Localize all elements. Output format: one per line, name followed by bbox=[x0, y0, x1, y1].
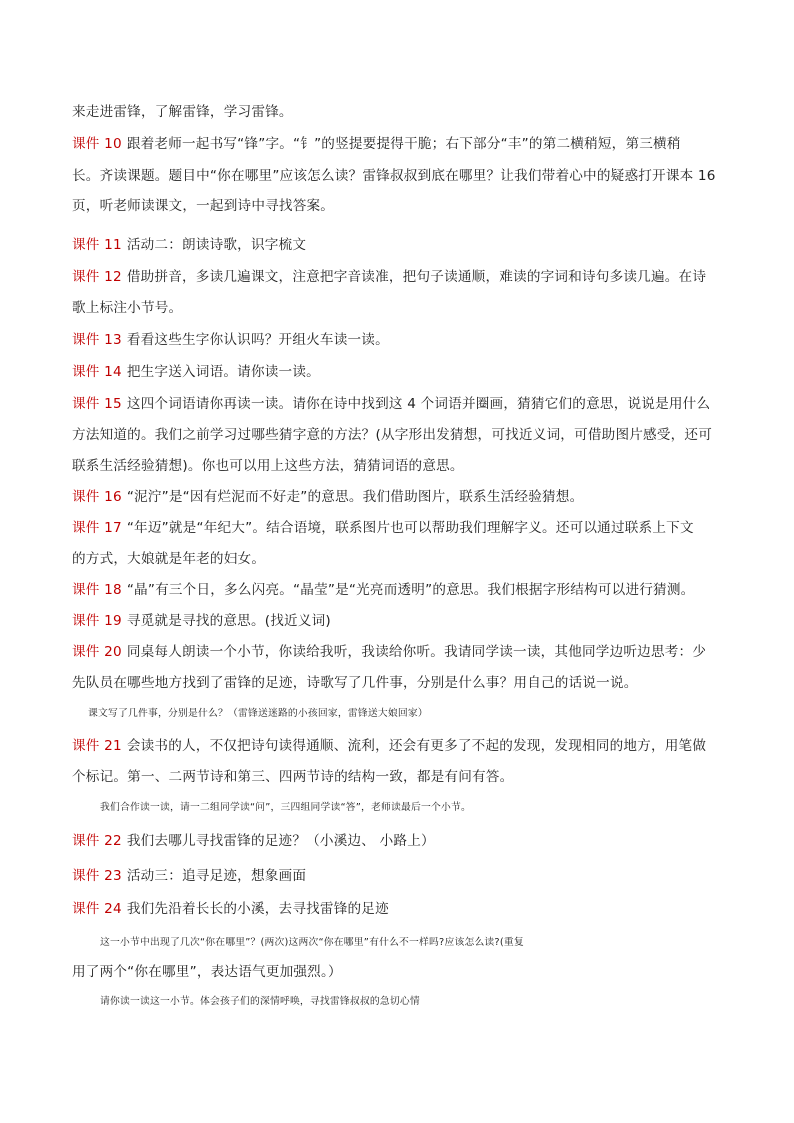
courseware-tag: 课件 15 bbox=[72, 396, 122, 412]
line-text: 来走进雷锋，了解雷锋，学习雷锋。 bbox=[72, 104, 293, 120]
line-text: 长。齐读课题。题目中“你在哪里”应该怎么读？雷锋叔叔到底在哪里？让我们带着心中的疑惑打开课本 16 bbox=[72, 168, 716, 184]
text-line bbox=[72, 394, 732, 414]
line-text: 用了两个“你在哪里”，表达语气更加强烈。） bbox=[72, 964, 342, 980]
line-text: 会读书的人，不仅把诗句读得通顺、流利，还会有更多了不起的发现，发现相同的地方，用笔做 bbox=[126, 738, 707, 754]
line-text: “年迈”就是“年纪大”。结合语境，联系图片也可以帮助我们理解字义。还可以通过联系上下文 bbox=[126, 520, 694, 536]
courseware-tag: 课件 21 bbox=[72, 738, 122, 754]
courseware-tag: 课件 19 bbox=[72, 613, 122, 629]
courseware-tag: 课件 10 bbox=[72, 136, 122, 152]
text-line bbox=[72, 425, 732, 445]
line-text: 活动二：朗读诗歌，识字梳文 bbox=[126, 237, 307, 253]
text-line bbox=[100, 992, 760, 1012]
line-text: 同桌每人朗读一个小节，你读给我听，我读给你听。我请同学读一读，其他同学边听边思考：少 bbox=[126, 644, 707, 660]
line-text: 我们去哪儿寻找雷锋的足迹？（小溪边、 小路上） bbox=[126, 833, 435, 849]
courseware-tag: 课件 11 bbox=[72, 237, 122, 253]
courseware-tag: 课件 20 bbox=[72, 644, 122, 660]
text-line bbox=[72, 736, 732, 756]
line-text: 这一小节中出现了几次“你在哪里”？(两次)这两次“你在哪里”有什么不一样吗?应该怎么读?(重复 bbox=[100, 937, 524, 948]
courseware-tag: 课件 24 bbox=[72, 901, 122, 917]
text-line bbox=[72, 267, 732, 287]
line-text: 这四个词语请你再读一读。请你在诗中找到这 4 个词语并圈画，猜猜它们的意思，说说是用什么 bbox=[126, 396, 711, 412]
text-line bbox=[72, 549, 732, 569]
courseware-tag: 课件 18 bbox=[72, 582, 122, 598]
text-line bbox=[72, 642, 732, 662]
line-text: “晶”有三个日，多么闪亮。“晶莹”是“光亮而透明”的意思。我们根据字形结构可以进行猜测。 bbox=[126, 582, 695, 598]
line-text: 请你读一读这一小节。体会孩子们的深情呼唤，寻找雷锋叔叔的急切心情 bbox=[100, 996, 420, 1007]
text-line bbox=[72, 330, 732, 350]
courseware-tag: 课件 14 bbox=[72, 364, 122, 380]
line-text: 把生字送入词语。请你读一读。 bbox=[126, 364, 320, 380]
text-line bbox=[72, 102, 732, 122]
text-line bbox=[72, 611, 732, 631]
line-text: 活动三：追寻足迹，想象画面 bbox=[126, 868, 307, 884]
line-text: 寻觅就是寻找的意思。(找近义词) bbox=[126, 613, 331, 629]
text-line bbox=[72, 899, 732, 919]
text-line bbox=[72, 362, 732, 382]
line-text: 个标记。第一、二两节诗和第三、四两节诗的结构一致，都是有问有答。 bbox=[72, 769, 514, 785]
text-line bbox=[72, 196, 732, 216]
text-line bbox=[88, 704, 748, 724]
line-text: 的方式，大娘就是年老的妇女。 bbox=[72, 551, 266, 567]
text-line bbox=[72, 962, 732, 982]
text-line bbox=[72, 518, 732, 538]
text-line bbox=[100, 933, 760, 953]
courseware-tag: 课件 13 bbox=[72, 332, 122, 348]
courseware-tag: 课件 17 bbox=[72, 520, 122, 536]
courseware-tag: 课件 12 bbox=[72, 269, 122, 285]
text-line bbox=[72, 166, 732, 186]
text-line bbox=[72, 580, 732, 600]
text-line bbox=[72, 831, 732, 851]
line-text: 页，听老师读课文，一起到诗中寻找答案。 bbox=[72, 198, 335, 214]
text-line bbox=[72, 866, 732, 886]
line-text: 跟着老师一起书写“锋”字。“钅”的竖提要提得干脆；右下部分“丰”的第二横稍短，第三横稍 bbox=[126, 136, 681, 152]
text-line bbox=[72, 456, 732, 476]
line-text: 联系生活经验猜想)。你也可以用上这些方法，猜猜词语的意思。 bbox=[72, 458, 464, 474]
text-line bbox=[72, 134, 732, 154]
courseware-tag: 课件 23 bbox=[72, 868, 122, 884]
text-line bbox=[72, 235, 732, 255]
line-text: 课文写了几件事，分别是什么？（雷锋送迷路的小孩回家，雷锋送大娘回家） bbox=[88, 708, 428, 719]
text-line bbox=[72, 673, 732, 693]
courseware-tag: 课件 22 bbox=[72, 833, 122, 849]
text-line bbox=[72, 767, 732, 787]
line-text: 我们先沿着长长的小溪，去寻找雷锋的足迹 bbox=[126, 901, 389, 917]
line-text: 先队员在哪些地方找到了雷锋的足迹，诗歌写了几件事，分别是什么事？用自己的话说一说。 bbox=[72, 675, 638, 691]
line-text: 借助拼音，多读几遍课文，注意把字音读准，把句子读通顺，难读的字词和诗句多读几遍。在诗 bbox=[126, 269, 707, 285]
line-text: 歌上标注小节号。 bbox=[72, 300, 183, 316]
courseware-tag: 课件 16 bbox=[72, 489, 122, 505]
line-text: “泥泞”是“因有烂泥而不好走”的意思。我们借助图片，联系生活经验猜想。 bbox=[126, 489, 584, 505]
text-line bbox=[72, 298, 732, 318]
line-text: 方法知道的。我们之前学习过哪些猜字意的方法？(从字形出发猜想，可找近义词，可借助图片感受，还可 bbox=[72, 427, 713, 443]
line-text: 我们合作读一读，请一二组同学读“问”，三四组同学读“答”，老师读最后一个小节。 bbox=[100, 802, 471, 813]
line-text: 看看这些生字你认识吗？开组火车读一读。 bbox=[126, 332, 389, 348]
text-line bbox=[100, 798, 760, 818]
text-line bbox=[72, 487, 732, 507]
